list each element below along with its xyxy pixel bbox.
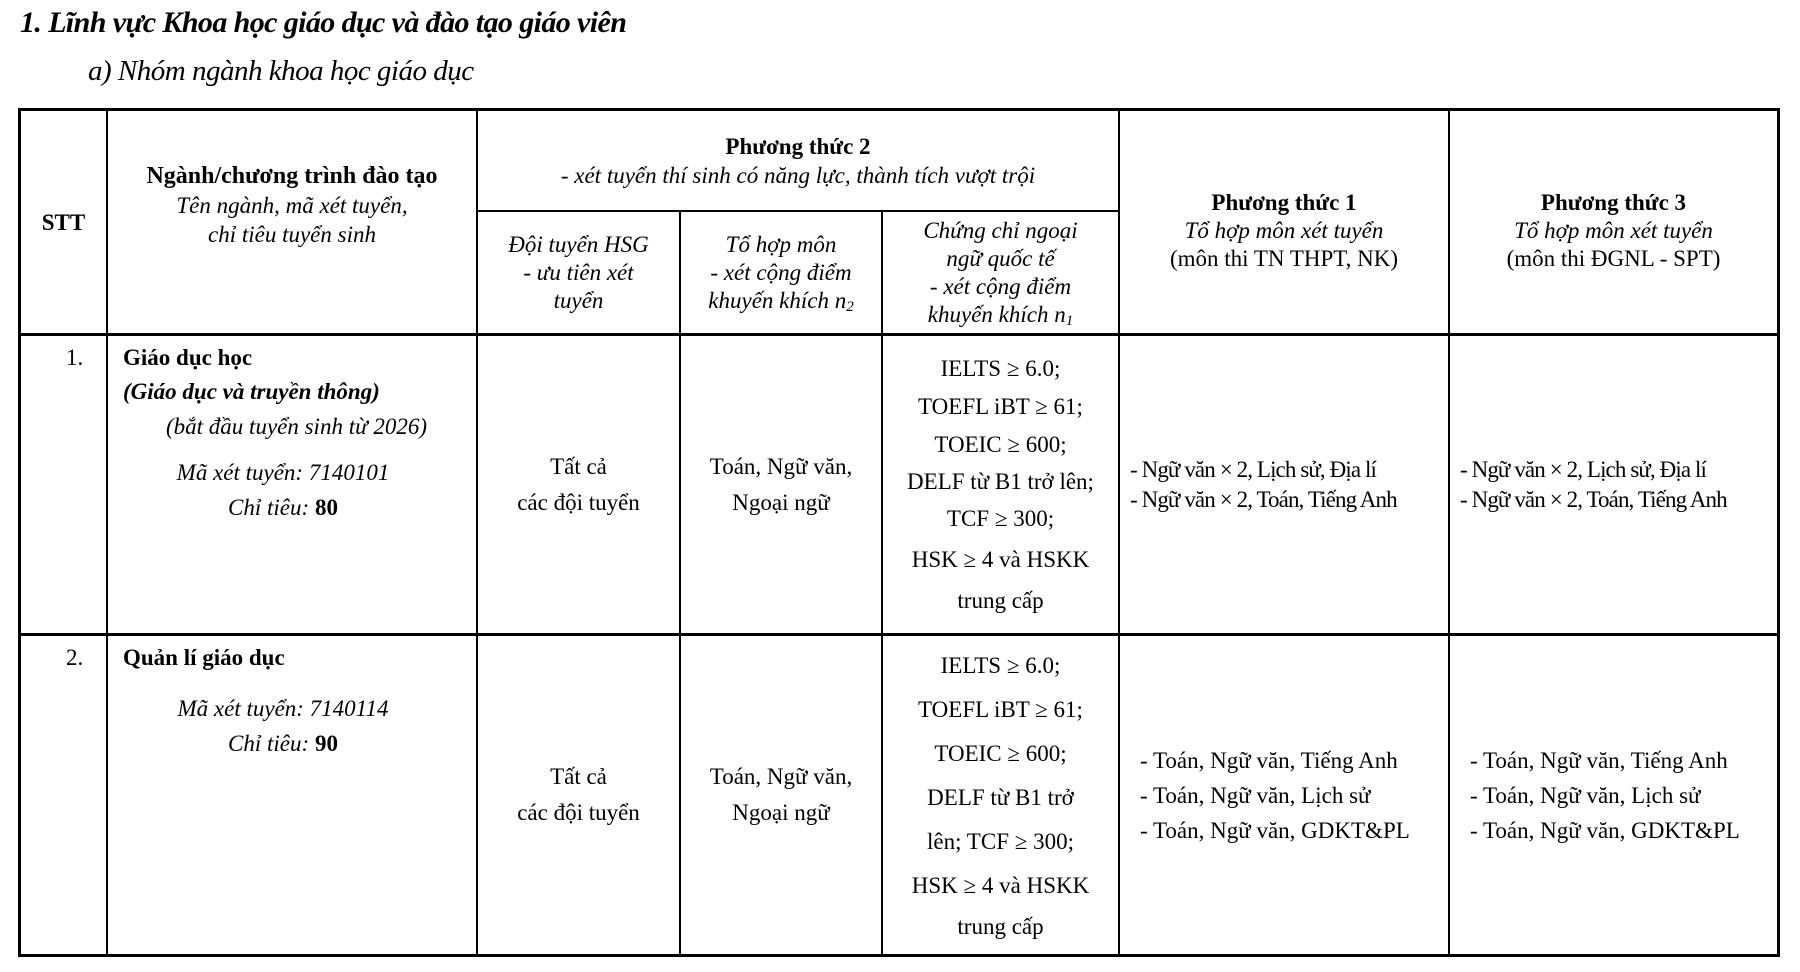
program-name: Quản lí giáo dục [123,645,285,670]
subsection-heading: a) Nhóm ngành khoa học giáo dục [88,55,474,87]
quota-label: Chỉ tiêu: [228,495,310,520]
cell-text: Ngoại ngữ [732,489,830,515]
header-text: ngữ quốc tế [946,245,1055,271]
header-program-sub: chỉ tiêu tuyển sinh [208,221,376,247]
header-pt3 [1450,111,1777,333]
combo-item: - Ngữ văn × 2, Lịch sử, Địa lí [1130,456,1376,482]
cell-text: các đội tuyển [517,800,640,825]
section-heading: 1. Lĩnh vực Khoa học giáo dục và đào tạo giáo viên [20,6,627,39]
quota-value: 90 [314,731,338,756]
combo-item: - Ngữ văn × 2, Toán, Tiếng Anh [1130,486,1397,512]
header-pt2-certs [883,212,1118,333]
header-text [708,287,853,315]
header-text: Đội tuyển HSG [508,231,649,257]
table-border-bottom [18,954,1780,957]
header-text: - ưu tiên xét [523,259,634,285]
header-pt1 [1120,111,1448,333]
cert-item: TOEIC ≥ 600; [934,431,1067,457]
program-code: Mã xét tuyển: 7140114 [177,696,389,721]
header-pt3-note: (môn thi ĐGNL - SPT) [1506,246,1721,271]
header-pt2-subjects [681,212,881,333]
row-pt3 [1450,636,1777,954]
header-pt3-title: Phương thức 3 [1540,190,1687,215]
header-program-title: Ngành/chương trình đào tạo [146,162,438,189]
cell-text: Tất cả [550,764,607,789]
combo-item: - Toán, Ngữ văn, Tiếng Anh [1470,747,1728,773]
row-certs [883,336,1118,633]
header-stt-label: STT [41,209,86,235]
header-pt3-sub: Tổ hợp môn xét tuyển [1514,218,1713,243]
combo-item: - Toán, Ngữ văn, Tiếng Anh [1140,747,1398,773]
cert-item: TOEIC ≥ 600; [934,741,1067,766]
cert-item: lên; TCF ≥ 300; [926,829,1075,854]
row-pt1 [1120,336,1448,633]
cert-item: trung cấp [957,914,1044,939]
cert-item: TCF ≥ 300; [946,505,1055,531]
cell-text: Ngoại ngữ [732,800,830,825]
cert-item: TOEFL iBT ≥ 61; [918,697,1083,722]
program-code: Mã xét tuyển: 7140101 [176,460,390,485]
row-subjects [681,336,881,633]
row-pt3 [1450,336,1777,633]
row-teams [478,336,679,633]
program-detail: (Giáo dục và truyền thông) [123,379,380,404]
subscript: 2 [846,298,854,315]
header-text [928,301,1073,329]
table-border-right [1777,108,1780,957]
program-note: (bắt đầu tuyển sinh từ 2026) [166,414,428,439]
program-quota [108,495,458,521]
row-teams [478,636,679,954]
subscript: 1 [1065,312,1074,329]
header-text: khuyến khích n [708,287,847,313]
combo-item: - Toán, Ngữ văn, GDKT&PL [1470,817,1740,843]
cert-item: IELTS ≥ 6.0; [940,355,1061,381]
header-stt [21,111,106,333]
header-text: Chứng chỉ ngoại [923,217,1078,243]
cert-item: HSK ≥ 4 và HSKK [911,873,1090,898]
row-subjects [681,636,881,954]
row-pt1 [1120,636,1448,954]
header-pt2 [478,111,1118,210]
row-certs [883,636,1118,954]
combo-item: - Toán, Ngữ văn, Lịch sử [1140,782,1371,808]
combo-item: - Toán, Ngữ văn, Lịch sử [1470,782,1701,808]
cert-item: IELTS ≥ 6.0; [940,653,1061,678]
cert-item: TOEFL iBT ≥ 61; [918,393,1083,419]
header-program-sub: Tên ngành, mã xét tuyển, [176,192,408,218]
cell-text: các đội tuyển [517,489,640,515]
cert-item: DELF từ B1 trở lên; [907,468,1094,494]
program-name: Giáo dục học [123,345,253,370]
cert-item: DELF từ B1 trở [927,785,1074,810]
header-pt1-sub: Tổ hợp môn xét tuyển [1184,218,1384,243]
cell-text: Toán, Ngữ văn, [709,453,853,479]
quota-label: Chỉ tiêu: [228,731,310,756]
header-text: khuyến khích n [927,301,1066,327]
row-stt: 1. [66,345,84,370]
quota-value: 80 [314,495,338,520]
header-text: - xét cộng điểm [929,273,1072,299]
cell-text: Toán, Ngữ văn, [709,764,853,789]
row-program [108,636,476,954]
header-program [108,111,476,333]
header-pt2-teams [478,212,679,333]
row-stt: 2. [66,645,84,670]
combo-item: - Ngữ văn × 2, Toán, Tiếng Anh [1460,486,1727,512]
header-pt1-title: Phương thức 1 [1211,190,1357,215]
cell-text: Tất cả [550,453,607,479]
header-text: - xét cộng điểm [710,259,852,285]
program-quota [108,731,458,757]
cert-item: HSK ≥ 4 và HSKK [911,546,1090,572]
header-pt1-note: (môn thi TN THPT, NK) [1169,246,1399,271]
header-text: tuyển [553,287,604,313]
combo-item: - Ngữ văn × 2, Lịch sử, Địa lí [1460,456,1706,482]
header-pt2-title: Phương thức 2 [725,133,871,159]
row-program [108,336,476,633]
header-pt2-sub: - xét tuyển thí sinh có năng lực, thành tích vượt trội [560,162,1036,188]
combo-item: - Toán, Ngữ văn, GDKT&PL [1140,817,1410,843]
cert-item: trung cấp [957,587,1044,613]
header-text: Tổ hợp môn [725,231,837,257]
